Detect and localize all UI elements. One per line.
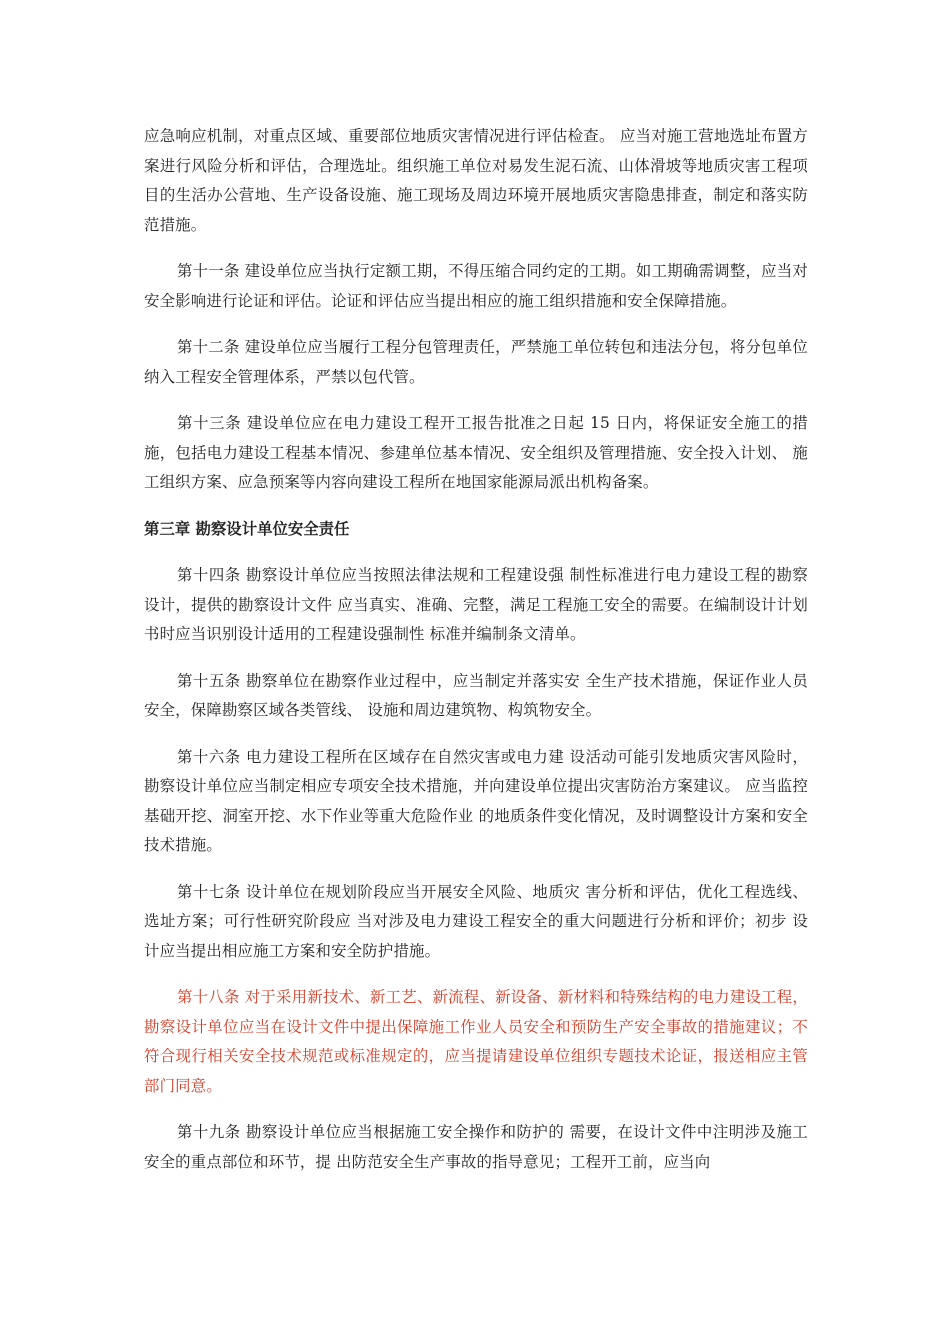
chapter-3-heading: 第三章 勘察设计单位安全责任: [144, 519, 350, 538]
article-15: 第十五条 勘察单位在勘察作业过程中，应当制定并落实安 全生产技术措施，保证作业人员安全，保障勘察区域各类管线、 设施和周边建筑物、构筑物安全。: [144, 671, 808, 719]
article-12: 第十二条 建设单位应当履行工程分包管理责任，严禁施工单位转包和违法分包，将分包单位纳入工程安全管理体系，严禁以包代管。: [144, 338, 808, 386]
article-11: 第十一条 建设单位应当执行定额工期，不得压缩合同约定的工期。如工期确需调整，应当对安全影响进行论证和评估。论证和评估应当提出相应的施工组织措施和安全保障措施。: [144, 262, 808, 310]
paragraph-continuation: 应急响应机制，对重点区域、重要部位地质灾害情况进行评估检查。 应当对施工营地选址布置方案进行风险分析和评估，合理选址。组织施工单位对易发生泥石流、山体滑坡等地质灾害工程项目的生活办公营地、生产设备设施、施工现场及周边环境开展地质灾害隐患排查，制定和落实防范措施。: [144, 127, 808, 234]
article-14: 第十四条 勘察设计单位应当按照法律法规和工程建设强 制性标准进行电力建设工程的勘察设计，提供的勘察设计文件 应当真实、准确、完整，满足工程施工安全的需要。在编制设计计划书时应当识别设计适用的工程建设强制性 标准并编制条文清单。: [144, 566, 808, 643]
article-18-highlighted: 第十八条 对于采用新技术、新工艺、新流程、新设备、新材料和特殊结构的电力建设工程，勘察设计单位应当在设计文件中提出保障施工作业人员安全和预防生产安全事故的措施建议；不符合现行相关安全技术规范或标准规定的，应当提请建设单位组织专题技术论证，报送相应主管部门同意。: [144, 988, 808, 1095]
article-19: 第十九条 勘察设计单位应当根据施工安全操作和防护的 需要，在设计文件中注明涉及施工安全的重点部位和环节，提 出防范安全生产事故的指导意见；工程开工前，应当向: [144, 1123, 808, 1171]
document-page: [144, 122, 808, 1177]
article-16: 第十六条 电力建设工程所在区域存在自然灾害或电力建 设活动可能引发地质灾害风险时，勘察设计单位应当制定相应专项安全技术措施，并向建设单位提出灾害防治方案建议。 应当监控基础开挖、洞室开挖、水下作业等重大危险作业 的地质条件变化情况，及时调整设计方案和安全技术措施。: [144, 747, 808, 854]
article-13: 第十三条 建设单位应在电力建设工程开工报告批准之日起 15 日内，将保证安全施工的措施，包括电力建设工程基本情况、参建单位基本情况、安全组织及管理措施、安全投入计划、 施工组织方案、应急预案等内容向建设工程所在地国家能源局派出机构备案。: [144, 414, 808, 491]
article-17: 第十七条 设计单位在规划阶段应当开展安全风险、地质灾 害分析和评估，优化工程选线、选址方案；可行性研究阶段应 当对涉及电力建设工程安全的重大问题进行分析和评价；初步 设计应当提出相应施工方案和安全防护措施。: [144, 882, 808, 960]
